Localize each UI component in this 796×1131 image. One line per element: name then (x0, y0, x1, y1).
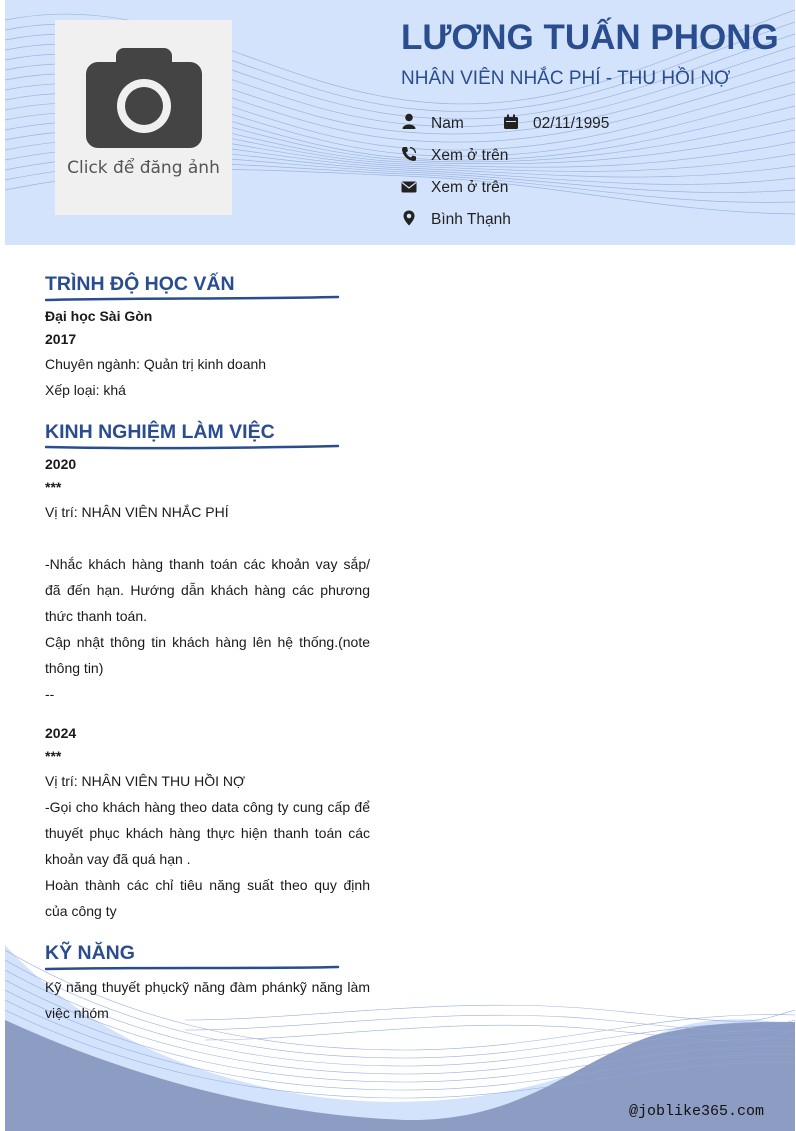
experience-heading-underline (45, 443, 340, 451)
job-1-company: *** (45, 479, 62, 495)
cv-header (5, 0, 795, 245)
gender-value: Nam (431, 115, 464, 132)
job-2-description-2: Hoàn thành các chỉ tiêu năng suất theo quy định của công ty (45, 877, 370, 919)
skills-text: Kỹ năng thuyết phụckỹ năng đàm phánkỹ năng làm việc nhóm (45, 979, 370, 1021)
education-school: Đại học Sài Gòn (45, 308, 153, 324)
camera-icon (86, 48, 202, 150)
job-2-year: 2024 (45, 725, 77, 741)
skills-heading: KỸ NĂNG (45, 942, 135, 964)
watermark: @joblike365.com (628, 1103, 764, 1120)
phone-icon (401, 146, 417, 162)
email-value: Xem ở trên (431, 179, 509, 196)
job-2-company: *** (45, 748, 62, 764)
job-2-description: -Gọi cho khách hàng theo data công ty cung cấp để thuyết phục khách hàng thực hiện thanh toán các khoản vay đã quá hạn . (45, 799, 370, 867)
profile-photo-upload[interactable] (55, 20, 232, 215)
education-year: 2017 (45, 331, 77, 347)
experience-heading: KINH NGHIỆM LÀM VIỆC (45, 421, 275, 443)
job-1-description-2: Cập nhật thông tin khách hàng lên hệ thống.(note thông tin) (45, 634, 370, 676)
birthdate-value: 02/11/1995 (533, 115, 610, 132)
user-icon (401, 113, 417, 129)
calendar-icon (503, 114, 519, 130)
phone-value: Xem ở trên (431, 147, 509, 164)
envelope-icon (401, 179, 417, 195)
cv-page (5, 0, 795, 1131)
job-2-role: Vị trí: NHÂN VIÊN THU HỒI NỢ (45, 773, 245, 789)
education-major: Chuyên ngành: Quản trị kinh doanh (45, 356, 267, 372)
candidate-position: NHÂN VIÊN NHẮC PHÍ - THU HỒI NỢ (401, 68, 731, 89)
candidate-name: LƯƠNG TUẤN PHONG (401, 18, 779, 57)
map-pin-icon (401, 210, 417, 226)
education-grade: Xếp loại: khá (45, 382, 126, 398)
education-heading: TRÌNH ĐỘ HỌC VẤN (45, 273, 235, 295)
job-1-year: 2020 (45, 456, 77, 472)
job-1-description-3: -- (45, 686, 55, 702)
address-value: Bình Thạnh (431, 211, 511, 228)
job-1-description: -Nhắc khách hàng thanh toán các khoản vay sắp/ đã đến hạn. Hướng dẫn khách hàng các phương thức thanh toán. (45, 556, 370, 624)
photo-caption: Click để đăng ảnh (67, 158, 220, 178)
skills-heading-underline (45, 964, 340, 972)
job-1-role: Vị trí: NHÂN VIÊN NHẮC PHÍ (45, 504, 229, 520)
education-heading-underline (45, 295, 340, 303)
